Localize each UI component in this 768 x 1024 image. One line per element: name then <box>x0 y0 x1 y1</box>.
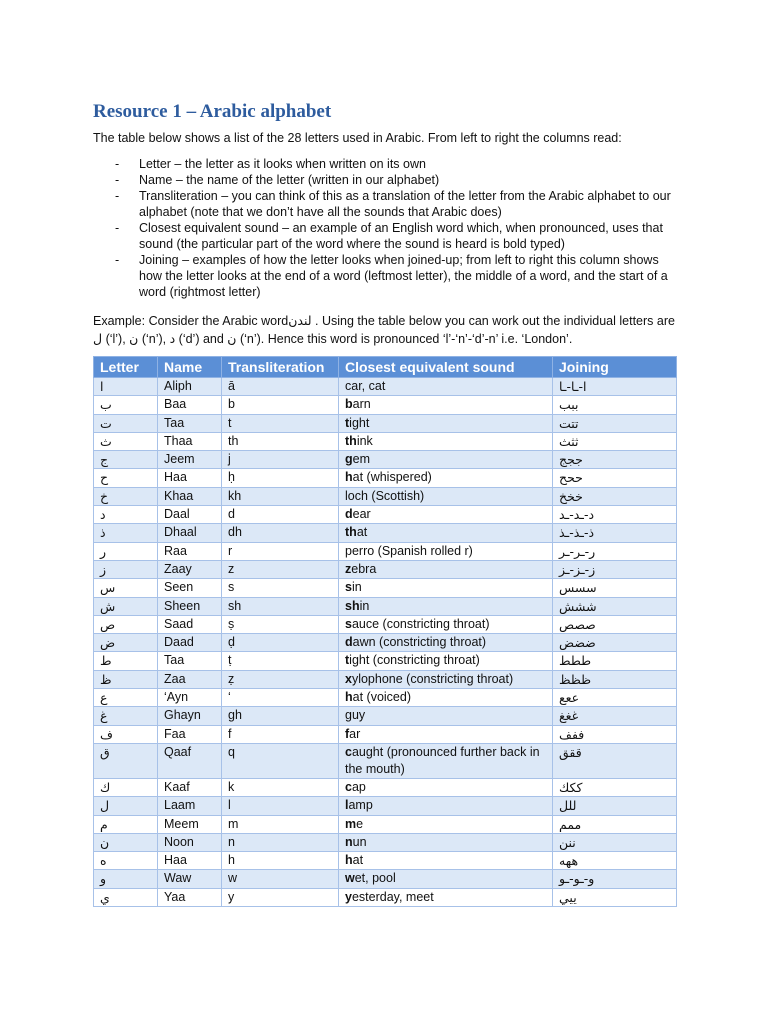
joining-cell: ييي <box>553 888 677 906</box>
example-text: Example: Consider the Arabic word <box>93 314 289 328</box>
example-text: . Using the table below you can work out the individual letters are <box>311 314 675 328</box>
sound-text: loch (Scottish) <box>345 488 425 503</box>
column-description-list <box>93 156 683 300</box>
sound-text: ap <box>351 779 366 794</box>
example-text: (‘d’) and <box>175 332 228 346</box>
sound-emphasis: c <box>345 744 352 759</box>
sound-cell <box>339 579 553 597</box>
joining-cell: ممم <box>553 815 677 833</box>
sound-text: em <box>352 452 371 467</box>
sound-text: ear <box>352 507 371 522</box>
arabic-letter: د <box>169 331 176 346</box>
table-row <box>94 852 677 870</box>
sound-emphasis: w <box>345 871 355 886</box>
transliteration-cell: kh <box>222 487 339 505</box>
letter-cell: ل <box>94 797 158 815</box>
table-row <box>94 579 677 597</box>
name-cell: Zaay <box>158 560 222 578</box>
transliteration-cell: h <box>222 852 339 870</box>
sound-emphasis: t <box>345 653 350 668</box>
transliteration-cell: k <box>222 778 339 796</box>
letter-cell: ه <box>94 852 158 870</box>
sound-emphasis: d <box>345 507 353 522</box>
table-row <box>94 743 677 778</box>
sound-text: at <box>352 853 364 868</box>
sound-text: aught (pronounced further back in the mouth) <box>345 744 540 776</box>
sound-text: ink <box>356 433 373 448</box>
sound-text: at <box>356 525 368 540</box>
transliteration-cell: s <box>222 579 339 597</box>
letter-cell: ق <box>94 743 158 778</box>
table-row <box>94 888 677 906</box>
example-paragraph <box>93 312 683 348</box>
sound-cell <box>339 506 553 524</box>
letter-cell: ع <box>94 689 158 707</box>
name-cell: Qaaf <box>158 743 222 778</box>
transliteration-cell: d <box>222 506 339 524</box>
name-cell: Seen <box>158 579 222 597</box>
sound-cell <box>339 615 553 633</box>
name-cell: Taa <box>158 652 222 670</box>
alphabet-table <box>93 356 677 907</box>
name-cell: Daal <box>158 506 222 524</box>
table-row <box>94 689 677 707</box>
transliteration-cell: dh <box>222 524 339 542</box>
joining-cell: ففف <box>553 725 677 743</box>
joining-cell: ببب <box>553 396 677 414</box>
transliteration-cell: sh <box>222 597 339 615</box>
list-item: - Joining – examples of how the letter looks when joined-up; from left to right this column shows how the letter looks at the end of a word (leftmost letter), the middle of a word, and the start of a word (rightmost letter) <box>93 252 683 300</box>
header-transliteration: Transliteration <box>222 357 339 378</box>
sound-emphasis: th <box>345 433 357 448</box>
sound-cell <box>339 469 553 487</box>
transliteration-cell: ṭ <box>222 652 339 670</box>
sound-emphasis: l <box>345 798 349 813</box>
letter-cell: ج <box>94 451 158 469</box>
sound-text: ight (constricting throat) <box>349 653 480 668</box>
joining-cell: ععع <box>553 689 677 707</box>
page-title: Resource 1 – Arabic alphabet <box>93 101 332 122</box>
table-body <box>94 378 677 907</box>
sound-emphasis: h <box>345 690 353 705</box>
transliteration-cell: t <box>222 414 339 432</box>
letter-cell: ز <box>94 560 158 578</box>
sound-cell <box>339 852 553 870</box>
name-cell: Zaa <box>158 670 222 688</box>
sound-emphasis: h <box>345 470 353 485</box>
name-cell: Khaa <box>158 487 222 505</box>
name-cell: Taa <box>158 414 222 432</box>
table-row <box>94 542 677 560</box>
arabic-word: لندن <box>288 313 312 328</box>
arabic-letter: ن <box>227 331 237 346</box>
transliteration-cell: n <box>222 833 339 851</box>
transliteration-cell: ḥ <box>222 469 339 487</box>
table-row <box>94 432 677 450</box>
joining-cell: ششش <box>553 597 677 615</box>
sound-emphasis: th <box>345 525 357 540</box>
sound-emphasis: n <box>345 834 353 849</box>
letter-cell: س <box>94 579 158 597</box>
letter-cell: ر <box>94 542 158 560</box>
sound-emphasis: s <box>345 616 352 631</box>
table-row <box>94 670 677 688</box>
table-row <box>94 833 677 851</box>
name-cell: Aliph <box>158 378 222 396</box>
joining-cell: خخخ <box>553 487 677 505</box>
transliteration-cell: r <box>222 542 339 560</box>
letter-cell: ث <box>94 432 158 450</box>
letter-cell: د <box>94 506 158 524</box>
joining-cell: ننن <box>553 833 677 851</box>
sound-text: car, cat <box>345 379 386 393</box>
sound-emphasis: z <box>345 561 352 576</box>
transliteration-cell: l <box>222 797 339 815</box>
transliteration-cell: gh <box>222 707 339 725</box>
table-row <box>94 615 677 633</box>
list-item: - Letter – the letter as it looks when written on its own <box>93 156 683 172</box>
joining-cell: ططط <box>553 652 677 670</box>
transliteration-cell: ẓ <box>222 670 339 688</box>
name-cell: Ghayn <box>158 707 222 725</box>
joining-cell: ر-ـر-ـر <box>553 542 677 560</box>
sound-text: amp <box>348 798 373 813</box>
sound-cell <box>339 542 553 560</box>
name-cell: Kaaf <box>158 778 222 796</box>
table-row <box>94 652 677 670</box>
transliteration-cell: f <box>222 725 339 743</box>
letter-cell: ح <box>94 469 158 487</box>
name-cell: Sheen <box>158 597 222 615</box>
document-page <box>93 100 683 907</box>
table-row <box>94 487 677 505</box>
name-cell: Dhaal <box>158 524 222 542</box>
table-row <box>94 797 677 815</box>
sound-cell <box>339 670 553 688</box>
sound-cell <box>339 743 553 778</box>
sound-cell <box>339 451 553 469</box>
table-row <box>94 725 677 743</box>
name-cell: Meem <box>158 815 222 833</box>
transliteration-cell: z <box>222 560 339 578</box>
sound-text: esterday, meet <box>351 889 434 904</box>
sound-text: auce (constricting throat) <box>351 616 490 631</box>
sound-emphasis: g <box>345 452 353 467</box>
table-row <box>94 560 677 578</box>
joining-cell: صصص <box>553 615 677 633</box>
name-cell: Jeem <box>158 451 222 469</box>
header-joining: Joining <box>553 357 677 378</box>
sound-text: arn <box>352 397 371 412</box>
name-cell: Saad <box>158 615 222 633</box>
list-item: - Closest equivalent sound – an example of an English word which, when pronounced, uses that sound (the particular part of the word where the sound is heard is bold typed) <box>93 220 683 252</box>
sound-text: ar <box>349 726 361 741</box>
joining-cell: ححح <box>553 469 677 487</box>
sound-text: ylophone (constricting throat) <box>351 671 514 686</box>
header-letter: Letter <box>94 357 158 378</box>
joining-cell: ضضض <box>553 634 677 652</box>
sound-text: un <box>352 834 367 849</box>
name-cell: Haa <box>158 469 222 487</box>
sound-text: at (voiced) <box>352 690 411 705</box>
transliteration-cell: ā <box>222 378 339 396</box>
sound-cell <box>339 707 553 725</box>
joining-cell: ثثث <box>553 432 677 450</box>
table-row <box>94 870 677 888</box>
table-row <box>94 414 677 432</box>
table-row <box>94 451 677 469</box>
sound-text: ebra <box>351 561 377 576</box>
sound-text: perro (Spanish rolled r) <box>345 543 473 558</box>
sound-cell <box>339 597 553 615</box>
sound-text: awn (constricting throat) <box>352 635 487 650</box>
transliteration-cell: ṣ <box>222 615 339 633</box>
transliteration-cell: w <box>222 870 339 888</box>
table-row <box>94 815 677 833</box>
sound-text: in <box>351 580 362 595</box>
sound-emphasis: f <box>345 726 350 741</box>
joining-cell: ظظظ <box>553 670 677 688</box>
list-item: - Name – the name of the letter (written in our alphabet) <box>93 172 683 188</box>
sound-cell <box>339 778 553 796</box>
header-name: Name <box>158 357 222 378</box>
sound-emphasis: t <box>345 415 350 430</box>
joining-cell: ققق <box>553 743 677 778</box>
sound-cell <box>339 888 553 906</box>
sound-text: guy <box>345 708 366 723</box>
sound-cell <box>339 524 553 542</box>
sound-cell <box>339 870 553 888</box>
sound-text: at (whispered) <box>352 470 432 485</box>
sound-cell <box>339 797 553 815</box>
sound-cell <box>339 487 553 505</box>
name-cell: Baa <box>158 396 222 414</box>
joining-cell: ا-ـا-ـا <box>553 378 677 396</box>
arabic-letter: ل <box>93 331 103 346</box>
sound-text: et, pool <box>354 871 396 886</box>
sound-cell <box>339 634 553 652</box>
letter-cell: ا <box>94 378 158 396</box>
joining-cell: و-ـو-ـو <box>553 870 677 888</box>
name-cell: Daad <box>158 634 222 652</box>
list-item: - Transliteration – you can think of this as a translation of the letter from the Arabic alphabet to our alphabet (note that we don’t have all the sounds that Arabic does) <box>93 188 683 220</box>
joining-cell: تتت <box>553 414 677 432</box>
sound-emphasis: y <box>345 889 352 904</box>
sound-cell <box>339 396 553 414</box>
name-cell: Thaa <box>158 432 222 450</box>
transliteration-cell: y <box>222 888 339 906</box>
table-row <box>94 778 677 796</box>
arabic-letter: ن <box>129 331 139 346</box>
letter-cell: م <box>94 815 158 833</box>
letter-cell: ط <box>94 652 158 670</box>
header-sound: Closest equivalent sound <box>339 357 553 378</box>
table-row <box>94 506 677 524</box>
table-row <box>94 396 677 414</box>
sound-text: e <box>356 816 364 831</box>
letter-cell: غ <box>94 707 158 725</box>
letter-cell: ظ <box>94 670 158 688</box>
letter-cell: و <box>94 870 158 888</box>
table-row <box>94 469 677 487</box>
transliteration-cell: q <box>222 743 339 778</box>
table-row <box>94 597 677 615</box>
sound-cell <box>339 689 553 707</box>
transliteration-cell: j <box>222 451 339 469</box>
sound-cell <box>339 414 553 432</box>
name-cell: Laam <box>158 797 222 815</box>
joining-cell: ججج <box>553 451 677 469</box>
sound-text: in <box>359 598 370 613</box>
joining-cell: سسس <box>553 579 677 597</box>
sound-emphasis: c <box>345 779 352 794</box>
sound-emphasis: d <box>345 635 353 650</box>
sound-emphasis: m <box>345 816 357 831</box>
table-header-row <box>94 357 677 378</box>
letter-cell: ن <box>94 833 158 851</box>
name-cell: Noon <box>158 833 222 851</box>
sound-cell <box>339 815 553 833</box>
name-cell: Haa <box>158 852 222 870</box>
transliteration-cell: th <box>222 432 339 450</box>
letter-cell: ف <box>94 725 158 743</box>
letter-cell: خ <box>94 487 158 505</box>
joining-cell: ههه <box>553 852 677 870</box>
joining-cell: ككك <box>553 778 677 796</box>
table-row <box>94 707 677 725</box>
name-cell: ‘Ayn <box>158 689 222 707</box>
joining-cell: للل <box>553 797 677 815</box>
example-text: (‘n’). Hence this word is pronounced ‘l’-‘n’-‘d’-n’ i.e. ‘London’. <box>236 332 573 346</box>
joining-cell: د-ـد-ـد <box>553 506 677 524</box>
name-cell: Faa <box>158 725 222 743</box>
letter-cell: ك <box>94 778 158 796</box>
sound-emphasis: h <box>345 853 353 868</box>
joining-cell: غغغ <box>553 707 677 725</box>
sound-emphasis: x <box>345 671 352 686</box>
intro-paragraph: The table below shows a list of the 28 letters used in Arabic. From left to right the columns read: <box>93 131 622 145</box>
letter-cell: ض <box>94 634 158 652</box>
transliteration-cell: m <box>222 815 339 833</box>
sound-cell <box>339 378 553 396</box>
sound-cell <box>339 652 553 670</box>
transliteration-cell: ‘ <box>222 689 339 707</box>
letter-cell: ش <box>94 597 158 615</box>
table-row <box>94 378 677 396</box>
joining-cell: ذ-ـذ-ـذ <box>553 524 677 542</box>
sound-cell <box>339 725 553 743</box>
transliteration-cell: ḍ <box>222 634 339 652</box>
sound-cell <box>339 560 553 578</box>
transliteration-cell: b <box>222 396 339 414</box>
letter-cell: ذ <box>94 524 158 542</box>
table-row <box>94 634 677 652</box>
sound-cell <box>339 833 553 851</box>
table-row <box>94 524 677 542</box>
name-cell: Yaa <box>158 888 222 906</box>
name-cell: Waw <box>158 870 222 888</box>
letter-cell: ص <box>94 615 158 633</box>
example-text: (‘l’), <box>102 332 130 346</box>
joining-cell: ز-ـز-ـز <box>553 560 677 578</box>
sound-emphasis: s <box>345 580 352 595</box>
sound-emphasis: sh <box>345 598 360 613</box>
letter-cell: ت <box>94 414 158 432</box>
sound-text: ight <box>349 415 370 430</box>
sound-emphasis: b <box>345 397 353 412</box>
name-cell: Raa <box>158 542 222 560</box>
example-text: (‘n’), <box>138 332 170 346</box>
sound-cell <box>339 432 553 450</box>
letter-cell: ب <box>94 396 158 414</box>
letter-cell: ي <box>94 888 158 906</box>
